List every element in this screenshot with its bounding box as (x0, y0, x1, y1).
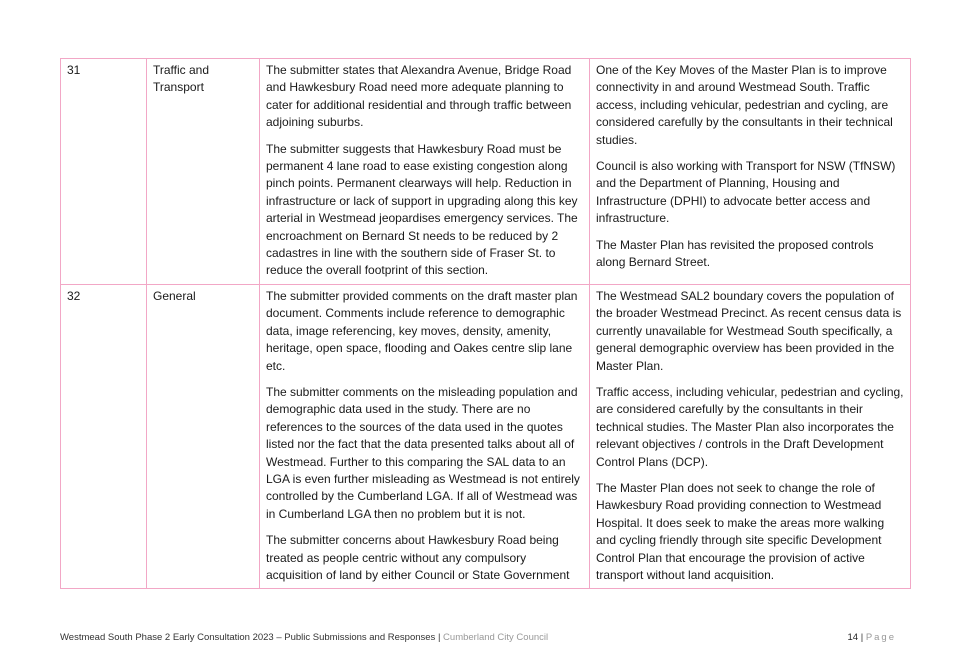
paragraph: The submitter comments on the misleading population and demographic data used in the study. There are no references to the sources of the data used in the quotes listed nor the fact that the data presented talks about all of Westmead. Further to this comparing the SAL data to an LGA is even further misleading as Westmead is not entirely controlled by the Cumberland LGA. If all of Westmead was in Cumberland LGA then no problem but it is not. (266, 384, 580, 521)
paragraph: The submitter states that Alexandra Avenue, Bridge Road and Hawkesbury Road need more adequate planning to cater for additional residential and through traffic between adjoining suburbs. (266, 63, 572, 130)
paragraph: The Master Plan has revisited the proposed controls along Bernard Street. (596, 237, 874, 270)
paragraph: The submitter provided comments on the draft master plan document. Comments include reference to demographic data, image referencing, key moves, density, amenity, heritage, open space, flooding and Oakes centre slip lane etc. (266, 288, 578, 373)
submissions-table (60, 58, 911, 589)
submission-category: General (147, 284, 260, 589)
submission-text (260, 284, 590, 589)
table-row (61, 59, 911, 285)
footer-page-number (847, 632, 896, 643)
table-row (61, 284, 911, 589)
footer-organisation: Cumberland City Council (443, 632, 549, 643)
submission-category: Traffic and Transport (147, 59, 260, 285)
council-response (590, 59, 911, 285)
submission-number: 31 (61, 59, 147, 285)
footer-separator: | (437, 632, 441, 643)
paragraph: The submitter suggests that Hawkesbury Road must be permanent 4 lane road to ease existing congestion along pinch points. Permanent clearways will help. Reduction in infrastructure or lack of support in upgrading along this key arterial in Westmead jeopardises emergency services. The encroachment on Bernard St needs to be reduced by 2 cadastres in line with the southern side of Fraser St. to reduce the overall footprint of this section. (266, 141, 578, 278)
submission-text (260, 59, 590, 285)
paragraph: The Master Plan does not seek to change the role of Hawkesbury Road providing connection to Westmead Hospital. It does seek to make the areas more walking and cycling friendly through site specific Development Control Plan that encourage the provision of active transport without land acquisition. (596, 480, 885, 582)
page-separator: | (860, 632, 864, 643)
page-number: 14 (847, 632, 859, 643)
paragraph: The submitter concerns about Hawkesbury Road being treated as people centric without any compulsory acquisition of land by either Council or State Government (266, 533, 570, 582)
paragraph: Traffic access, including vehicular, pedestrian and cycling, are considered carefully by the consultants in their technical studies. The Master Plan also incorporates the relevant objectives / controls in the Draft Development Control Plans (DCP). (596, 384, 904, 469)
council-response (590, 284, 911, 589)
paragraph: Council is also working with Transport for NSW (TfNSW) and the Department of Planning, Housing and Infrastructure (DPHI) to advocate better access and infrastructure. (596, 159, 896, 226)
paragraph: The Westmead SAL2 boundary covers the population of the broader Westmead Precinct. As recent census data is currently unavailable for Westmead South specifically, a general demographic overview has been provided in the Master Plan. (596, 288, 902, 373)
footer-left (60, 632, 548, 643)
footer-document-title: Westmead South Phase 2 Early Consultation 2023 – Public Submissions and Responses (60, 632, 436, 643)
paragraph: One of the Key Moves of the Master Plan is to improve connectivity in and around Westmead South. Traffic access, including vehicular, pedestrian and cycling, are considered carefully by the consultants in their technical studies. (596, 63, 893, 147)
submission-number: 32 (61, 284, 147, 589)
page-word: Page (865, 632, 896, 643)
